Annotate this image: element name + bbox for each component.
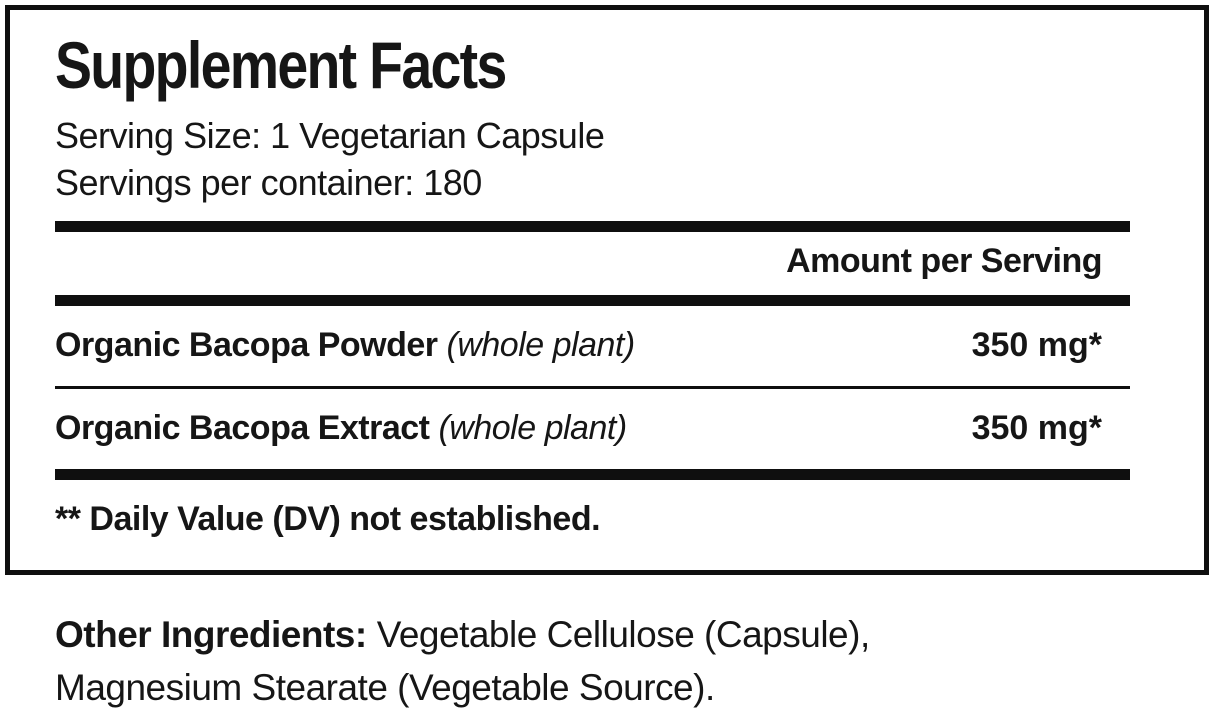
table-row (55, 389, 1130, 469)
ingredient-qualifier: (whole plant) (446, 326, 635, 364)
table-row (55, 306, 1130, 386)
other-ingredients-text: Vegetable Cellulose (Capsule), Magnesium Stearate (Vegetable Source). (55, 614, 870, 708)
serving-info (55, 112, 1130, 206)
ingredient-name (55, 326, 635, 365)
supplement-facts-panel (5, 5, 1209, 575)
other-ingredients (55, 608, 1040, 712)
divider-thick-header (55, 295, 1130, 306)
panel-content (10, 112, 1204, 539)
ingredient-name-bold: Organic Bacopa Extract (55, 409, 430, 447)
serving-size-text: Serving Size: 1 Vegetarian Capsule (55, 115, 605, 156)
ingredient-name-bold: Organic Bacopa Powder (55, 326, 438, 364)
panel-title: Supplement Facts (55, 28, 506, 102)
ingredient-amount: 350 mg* (971, 326, 1102, 364)
amount-per-serving-header: Amount per Serving (786, 242, 1102, 280)
divider-thick-top (55, 221, 1130, 232)
daily-value-footnote: ** Daily Value (DV) not established. (55, 500, 601, 538)
ingredient-name (55, 409, 627, 448)
ingredient-qualifier: (whole plant) (438, 409, 627, 447)
ingredient-amount: 350 mg* (971, 409, 1102, 447)
divider-thick-bottom (55, 469, 1130, 480)
servings-per-container-text: Servings per container: 180 (55, 162, 482, 203)
other-ingredients-label: Other Ingredients: (55, 614, 367, 655)
